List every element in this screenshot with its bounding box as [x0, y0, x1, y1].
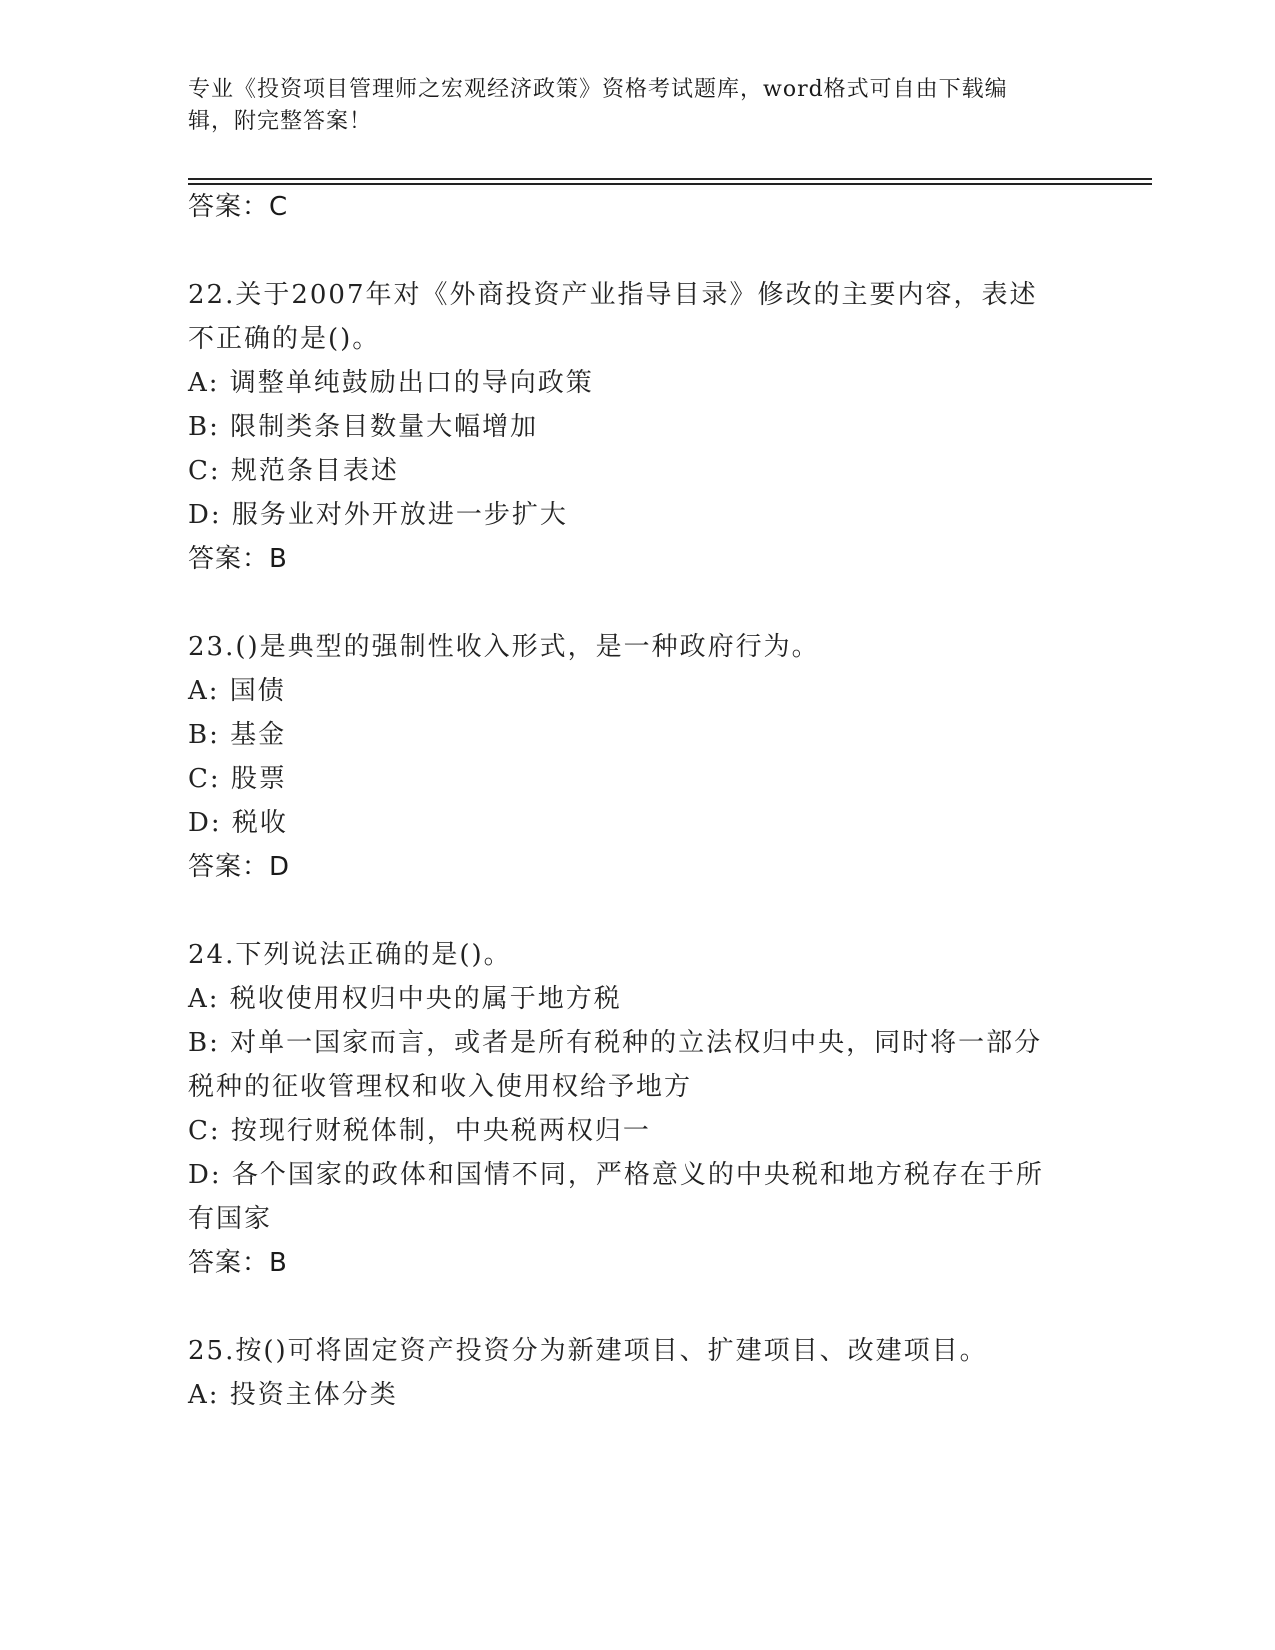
question-stem: 22.关于2007年对《外商投资产业指导目录》修改的主要内容，表述: [188, 280, 1038, 310]
answer: 答案：B: [188, 544, 288, 574]
option-b: B: 基金: [188, 720, 287, 750]
previous-answer: 答案：C: [188, 192, 289, 222]
header-line-2: 辑，附完整答案！: [188, 109, 373, 134]
question-stem: 24.下列说法正确的是()。: [188, 940, 512, 970]
option-a: A: 税收使用权归中央的属于地方税: [188, 984, 622, 1014]
option-c: C: 股票: [188, 764, 287, 794]
option-a: A: 国债: [188, 676, 286, 706]
header-rule-top: [188, 178, 1152, 180]
answer: 答案：B: [188, 1248, 288, 1278]
option-c: C: 规范条目表述: [188, 456, 399, 486]
question-stem: 25.按()可将固定资产投资分为新建项目、扩建项目、改建项目。: [188, 1336, 988, 1366]
answer: 答案：D: [188, 852, 291, 882]
option-d: D: 各个国家的政体和国情不同，严格意义的中央税和地方税存在于所: [188, 1160, 1044, 1190]
option-d: D: 服务业对外开放进一步扩大: [188, 500, 568, 530]
option-c: C: 按现行财税体制，中央税两权归一: [188, 1116, 651, 1146]
option-d-continued: 有国家: [188, 1204, 273, 1234]
header-text: [188, 74, 1068, 138]
header-rule-bottom: [188, 183, 1152, 185]
question-stem: 23.()是典型的强制性收入形式，是一种政府行为。: [188, 632, 820, 662]
option-b: B: 限制类条目数量大幅增加: [188, 412, 539, 442]
option-b-continued: 税种的征收管理权和收入使用权给予地方: [188, 1072, 693, 1102]
question-stem: 不正确的是()。: [188, 324, 381, 354]
header-line-1: 专业《投资项目管理师之宏观经济政策》资格考试题库，word格式可自由下载编: [188, 77, 1008, 102]
option-a: A: 调整单纯鼓励出口的导向政策: [188, 368, 594, 398]
option-a: A: 投资主体分类: [188, 1380, 398, 1410]
option-b: B: 对单一国家而言，或者是所有税种的立法权归中央，同时将一部分: [188, 1028, 1043, 1058]
option-d: D: 税收: [188, 808, 288, 838]
